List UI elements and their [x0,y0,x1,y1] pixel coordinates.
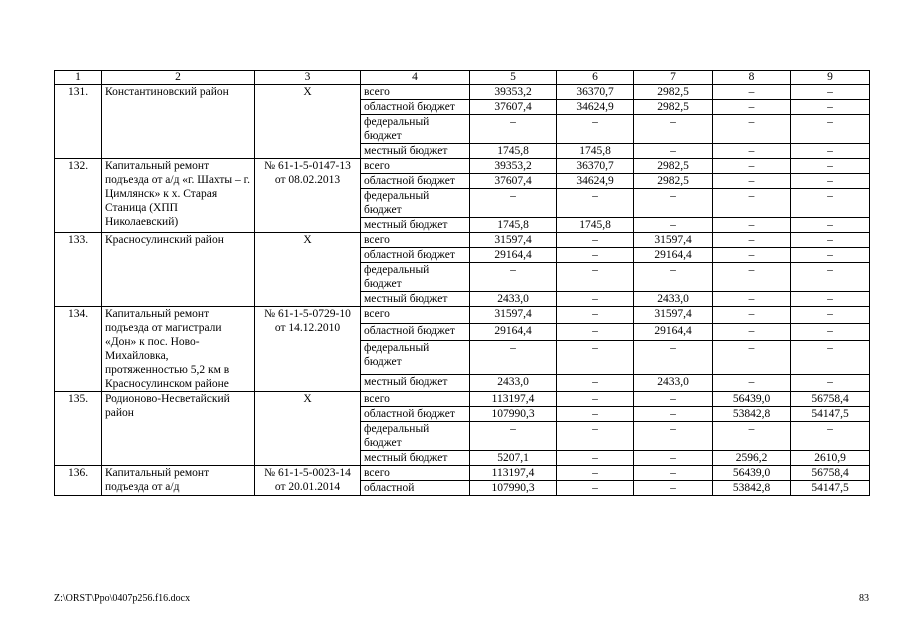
value-cell: 107990,3 [470,407,557,422]
value-cell: 29164,4 [634,248,713,263]
value-cell: – [470,189,557,218]
value-cell: – [713,218,791,233]
value-cell: 53842,8 [713,481,791,496]
funding-source: федеральный бюджет [361,189,470,218]
value-cell: 2433,0 [470,374,557,391]
value-cell: – [713,292,791,307]
funding-source: областной бюджет [361,407,470,422]
value-cell: 31597,4 [470,307,557,324]
value-cell: 2610,9 [791,451,870,466]
value-cell: 2982,5 [634,100,713,115]
table-header-row [55,71,870,85]
value-cell: 39353,2 [470,159,557,174]
budget-table [54,70,870,496]
column-header-2: 2 [102,71,255,85]
value-cell: – [557,407,634,422]
value-cell: 34624,9 [557,100,634,115]
value-cell: 31597,4 [470,233,557,248]
row-number: 136. [55,466,102,496]
value-cell: – [557,481,634,496]
value-cell: 2982,5 [634,159,713,174]
value-cell: – [791,144,870,159]
value-cell: 5207,1 [470,451,557,466]
table-row [55,466,870,481]
value-cell: 2982,5 [634,174,713,189]
column-header-4: 4 [361,71,470,85]
value-cell: – [557,324,634,341]
funding-source: федеральный бюджет [361,115,470,144]
value-cell: – [557,189,634,218]
value-cell: – [713,144,791,159]
value-cell: 37607,4 [470,174,557,189]
row-number: 131. [55,85,102,159]
funding-source: всего [361,466,470,481]
value-cell: – [557,307,634,324]
funding-source: местный бюджет [361,292,470,307]
value-cell: – [557,292,634,307]
funding-source: областной бюджет [361,324,470,341]
value-cell: – [791,159,870,174]
value-cell: – [557,422,634,451]
value-cell: – [634,115,713,144]
value-cell: – [713,374,791,391]
value-cell: – [791,307,870,324]
object-name: Капитальный ремонт подъезда от а/д «г. Шахты – г. Цимлянск» к х. Старая Станица (ХПП Николаевский) [102,159,255,233]
value-cell: – [713,324,791,341]
value-cell: 54147,5 [791,407,870,422]
footer-page-number: 83 [859,593,869,604]
value-cell: – [713,159,791,174]
column-header-6: 6 [557,71,634,85]
funding-source: областной бюджет [361,100,470,115]
column-header-3: 3 [255,71,361,85]
value-cell: 2433,0 [634,292,713,307]
value-cell: – [791,100,870,115]
funding-source: всего [361,85,470,100]
object-name: Константиновский район [102,85,255,159]
value-cell: – [634,144,713,159]
object-name: Родионово-Несветайский район [102,392,255,466]
funding-source: всего [361,307,470,324]
value-cell: – [713,233,791,248]
value-cell: – [791,115,870,144]
funding-source: областной бюджет [361,174,470,189]
funding-source: всего [361,233,470,248]
value-cell: 36370,7 [557,159,634,174]
row-number: 132. [55,159,102,233]
value-cell: – [634,407,713,422]
funding-source: местный бюджет [361,144,470,159]
value-cell: 29164,4 [470,324,557,341]
column-header-1: 1 [55,71,102,85]
value-cell: – [791,85,870,100]
value-cell: – [634,392,713,407]
table-row [55,392,870,407]
value-cell: – [470,115,557,144]
row-number: 134. [55,307,102,392]
document-code: № 61-1-5-0023-14 от 20.01.2014 [255,466,361,496]
value-cell: – [557,341,634,374]
value-cell: – [634,189,713,218]
value-cell: – [557,466,634,481]
value-cell: – [470,422,557,451]
value-cell: – [634,451,713,466]
value-cell: – [791,374,870,391]
footer-file-path: Z:\ORST\Ppo\0407p256.f16.docx [54,593,191,604]
value-cell: – [791,422,870,451]
table-body [55,85,870,496]
value-cell: – [713,115,791,144]
table-row [55,85,870,100]
value-cell: – [713,248,791,263]
value-cell: 29164,4 [634,324,713,341]
document-code: Х [255,233,361,307]
value-cell: 31597,4 [634,307,713,324]
value-cell: 56439,0 [713,392,791,407]
value-cell: 31597,4 [634,233,713,248]
value-cell: – [791,218,870,233]
funding-source: областной бюджет [361,248,470,263]
value-cell: – [634,263,713,292]
value-cell: 113197,4 [470,392,557,407]
value-cell: 1745,8 [470,218,557,233]
value-cell: 36370,7 [557,85,634,100]
column-header-7: 7 [634,71,713,85]
value-cell: – [713,85,791,100]
funding-source: местный бюджет [361,451,470,466]
funding-source: федеральный бюджет [361,341,470,374]
value-cell: – [713,341,791,374]
value-cell: 2596,2 [713,451,791,466]
object-name: Красносулинский район [102,233,255,307]
value-cell: – [557,451,634,466]
value-cell: – [470,341,557,374]
value-cell: 2433,0 [470,292,557,307]
value-cell: – [713,263,791,292]
value-cell: 53842,8 [713,407,791,422]
document-code: № 61-1-5-0147-13 от 08.02.2013 [255,159,361,233]
value-cell: – [557,248,634,263]
column-header-5: 5 [470,71,557,85]
value-cell: – [557,392,634,407]
value-cell: 54147,5 [791,481,870,496]
value-cell: – [713,307,791,324]
value-cell: 39353,2 [470,85,557,100]
value-cell: 113197,4 [470,466,557,481]
value-cell: – [713,422,791,451]
value-cell: 56758,4 [791,392,870,407]
document-code: Х [255,85,361,159]
funding-source: федеральный бюджет [361,263,470,292]
funding-source: всего [361,159,470,174]
value-cell: 1745,8 [557,218,634,233]
value-cell: – [634,466,713,481]
object-name: Капитальный ремонт подъезда от а/д [102,466,255,496]
value-cell: 1745,8 [557,144,634,159]
value-cell: 56758,4 [791,466,870,481]
value-cell: 56439,0 [713,466,791,481]
value-cell: 107990,3 [470,481,557,496]
value-cell: – [634,218,713,233]
value-cell: – [713,189,791,218]
column-header-8: 8 [713,71,791,85]
document-code: Х [255,392,361,466]
row-number: 135. [55,392,102,466]
funding-source: федеральный бюджет [361,422,470,451]
object-name: Капитальный ремонт подъезда от магистрали «Дон» к пос. Ново-Михайловка, протяженностью 5,2 км в Красносулинском районе [102,307,255,392]
value-cell: – [791,189,870,218]
value-cell: – [791,263,870,292]
column-header-9: 9 [791,71,870,85]
value-cell: 1745,8 [470,144,557,159]
value-cell: – [791,174,870,189]
value-cell: – [791,324,870,341]
value-cell: 2982,5 [634,85,713,100]
funding-source: местный бюджет [361,218,470,233]
value-cell: 34624,9 [557,174,634,189]
value-cell: – [634,481,713,496]
value-cell: – [557,374,634,391]
value-cell: 29164,4 [470,248,557,263]
value-cell: – [634,422,713,451]
table-row [55,307,870,324]
value-cell: – [791,233,870,248]
value-cell: 2433,0 [634,374,713,391]
funding-source: местный бюджет [361,374,470,391]
value-cell: – [470,263,557,292]
table-row [55,159,870,174]
value-cell: – [791,248,870,263]
table-row [55,233,870,248]
value-cell: 37607,4 [470,100,557,115]
value-cell: – [713,100,791,115]
funding-source: всего [361,392,470,407]
funding-source: областной [361,481,470,496]
value-cell: – [557,233,634,248]
value-cell: – [634,341,713,374]
document-code: № 61-1-5-0729-10 от 14.12.2010 [255,307,361,392]
value-cell: – [557,115,634,144]
value-cell: – [713,174,791,189]
value-cell: – [791,292,870,307]
value-cell: – [557,263,634,292]
row-number: 133. [55,233,102,307]
value-cell: – [791,341,870,374]
